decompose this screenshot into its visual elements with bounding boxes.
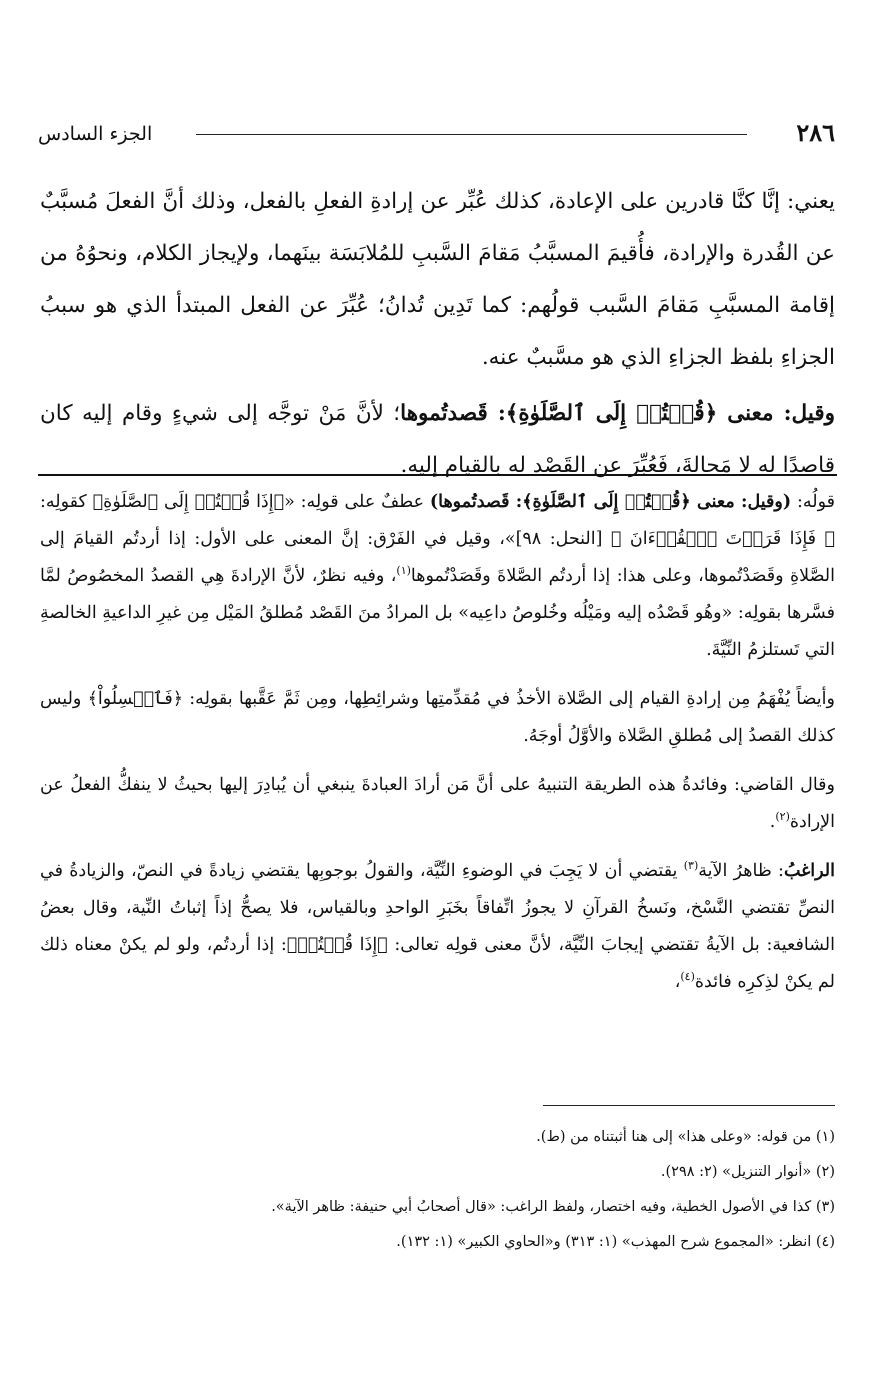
commentary-text: : ظاهرُ الآية bbox=[698, 861, 784, 881]
main-paragraph: يعني: إنَّا كنَّا قادرين على الإعادة، كذلك عُبِّر عن إرادةِ الفعلِ بالفعل، وذلك أنَّ الفعلَ مُسبَّبٌ عن القُدرة والإرادة، فأُقيمَ المسبَّبُ مَقامَ السَّببِ للمُلابَسَة بينَهما، ولإيجاز الكلام، ونحوُهُ من إقامة المسبَّبِ مَقامَ السَّبب قولُهم: كما تَدِين تُدانُ؛ عُبِّرَ عن الفعل المبتدأ الذي هو سببُ الجزاءِ بلفظ الجزاءِ الذي هو مسَّببٌ عنه. bbox=[40, 189, 835, 370]
footnote-ref[interactable]: (١) bbox=[396, 564, 411, 578]
commentary bbox=[40, 484, 835, 1013]
main-paragraph bbox=[40, 388, 835, 492]
header-rule bbox=[196, 134, 747, 135]
footnote: (٤) انظر: «المجموع شرح المهذب» (١: ٣١٣) و«الحاوي الكبير» (١: ١٣٢). bbox=[396, 1234, 835, 1250]
footnote-ref[interactable]: (٣) bbox=[683, 859, 699, 873]
footnote: (٢) «أنوار التنزيل» (٢: ٢٩٨). bbox=[660, 1164, 835, 1180]
footnote: (١) من قوله: «وعلى هذا» إلى هنا أثبتناه من (ط). bbox=[536, 1129, 835, 1145]
running-header bbox=[38, 118, 835, 152]
commentary-text: يقتضي أن لا يَجِبَ في الوضوءِ النِّيَّة، والقولُ بوجوبِها يقتضي زيادةً في النصّ، والزيادةُ في النصِّ تقتضي النَّسْخ، ونَسخُ القرآنِ لا يجوزُ اتِّفاقاً بخَبَرِ الواحدِ وبالقياس، فلا يصحُّ إذاً إثباتُ النِّية، وقال بعضُ الشافعية: بل الآيةُ تقتضي إيجابَ النِّيَّة، لأنَّ معنى قولِه تعالى: ﴿إِذَا قُمۡتُمۡ﴾: إذا أردتُم، ولو لم يكنْ معناه ذلك لم يكنْ لذِكرِه فائدة bbox=[40, 861, 835, 992]
footnote-rule bbox=[543, 1105, 835, 1106]
footnote-ref[interactable]: (٢) bbox=[775, 810, 790, 824]
footnote: (٣) كذا في الأصول الخطية، وفيه اختصار، ولفظ الراغب: «قال أصحابُ أبي حنيفة: ظاهر الآية». bbox=[271, 1199, 835, 1215]
commentary-paragraph: الراغبُ: ظاهرُ الآية$^{(٣)}$ يقتضي أن لا يَجِبَ في الوضوءِ النِّيَّة، والقولُ بوجوبِها يقتضي زيادةً في النصّ، والزيادةُ في النصِّ تقتضي النَّسْخ، ونَسخُ القرآنِ لا يجوزُ اتِّفاقاً بخَبَرِ الواحدِ وبالقياس، فلا يصحُّ إذاً إثباتُ النِّية، وقال بعضُ الشافعية: بل الآيةُ تقتضي إيجابَ النِّيَّة، لأنَّ معنى قولِه تعالى: ﴿إِذَا قُمۡتُمۡ﴾: إذا أردتُم، ولو لم يكنْ معناه ذلك لم يكنْ لذِكرِه فائدة$^{(٤)}$، bbox=[40, 859, 835, 992]
running-title: الجزء السادس bbox=[38, 123, 153, 145]
main-paragraph-lead: وقيل: معنى ﴿قُمۡتُمۡ إِلَى ٱلصَّلَوٰةِ﴾: قَصدتُموها bbox=[400, 401, 835, 426]
main-paragraph-rest: ؛ لأنَّ مَنْ توجَّه إلى شيءٍ وقام إليه كان قاصدًا له لا مَحالةَ، فَعُبِّرَ عن القَصْد له بالقيام إليه. bbox=[40, 401, 835, 478]
commentary-paragraph: وقال القاضي: وفائدةُ هذه الطريقة التنبيهُ على أنَّ مَن أرادَ العبادةَ ينبغي أن يُبادِرَ إليها بحيثُ لا ينفكُّ الفعلُ عن الإرادة$^{(٢)}$. bbox=[40, 775, 835, 832]
footnote-ref[interactable]: (٤) bbox=[680, 970, 695, 984]
commentary-text: ، وفيه نظرٌ، لأنَّ الإرادةَ هِي القصدُ المخصُوصُ لمَّا فسَّرها بقولِه: «وهُو قَصْدُه إليه ومَيْلُه وخُلوصُ داعِيه» بل المرادُ منَ القَصْد مُطلقُ المَيْل مِن غيرِ الداعيةِ الخالصةِ التي تَستلزمُ النِّيَّةَ. bbox=[40, 566, 835, 660]
commentary-paragraph: وأيضاً يُفْهَمُ مِن إرادةِ القيام إلى الصَّلاة الأخذُ في مُقدِّمتِها وشرائِطِها، ومِن ثَمَّ عَقَّبها بقولِه: ﴿فَٱغۡسِلُواْ﴾ وليس كذلك القصدُ إلى مُطلقِ الصَّلاة والأوَّلُ أوجَهُ. bbox=[40, 689, 835, 746]
commentary-text: وقال القاضي: وفائدةُ هذه الطريقة التنبيهُ على أنَّ مَن أرادَ العبادةَ ينبغي أن يُبادِرَ إليها بحيثُ لا ينفكُّ الفعلُ عن الإرادة bbox=[40, 775, 835, 832]
main-divider bbox=[38, 474, 837, 476]
commentary-paragraph bbox=[40, 484, 835, 669]
commentary-text: عطفٌ على قولِه: «﴿إِذَا قُمۡتُمۡ إِلَى ٱلصَّلَوٰةِ﴾ كقولِه: ﴿ فَإِذَا قَرَأۡتَ ٱلۡقُرۡءَانَ ﴾ [النحل: ٩٨]»، وقيل في الفَرْق: إنَّ المعنى على الأول: إذا أردتُم القيامَ إلى الصَّلاةِ وقَصَدْتُموها، وعلى هذا: إذا أردتُم الصَّلاةَ وقَصَدْتُموها bbox=[40, 492, 835, 586]
author-name: الراغبُ bbox=[783, 861, 835, 881]
commentary-lead-in: قولُه: bbox=[791, 492, 835, 512]
quoted-lemma: (وقيل: معنى ﴿قُمۡتُمۡ إِلَى ٱلصَّلَوٰةِ﴾: قَصدتُموها) bbox=[429, 492, 792, 512]
main-text bbox=[40, 176, 835, 496]
footnotes bbox=[40, 1120, 835, 1260]
page-number: ٢٨٦ bbox=[796, 118, 835, 147]
